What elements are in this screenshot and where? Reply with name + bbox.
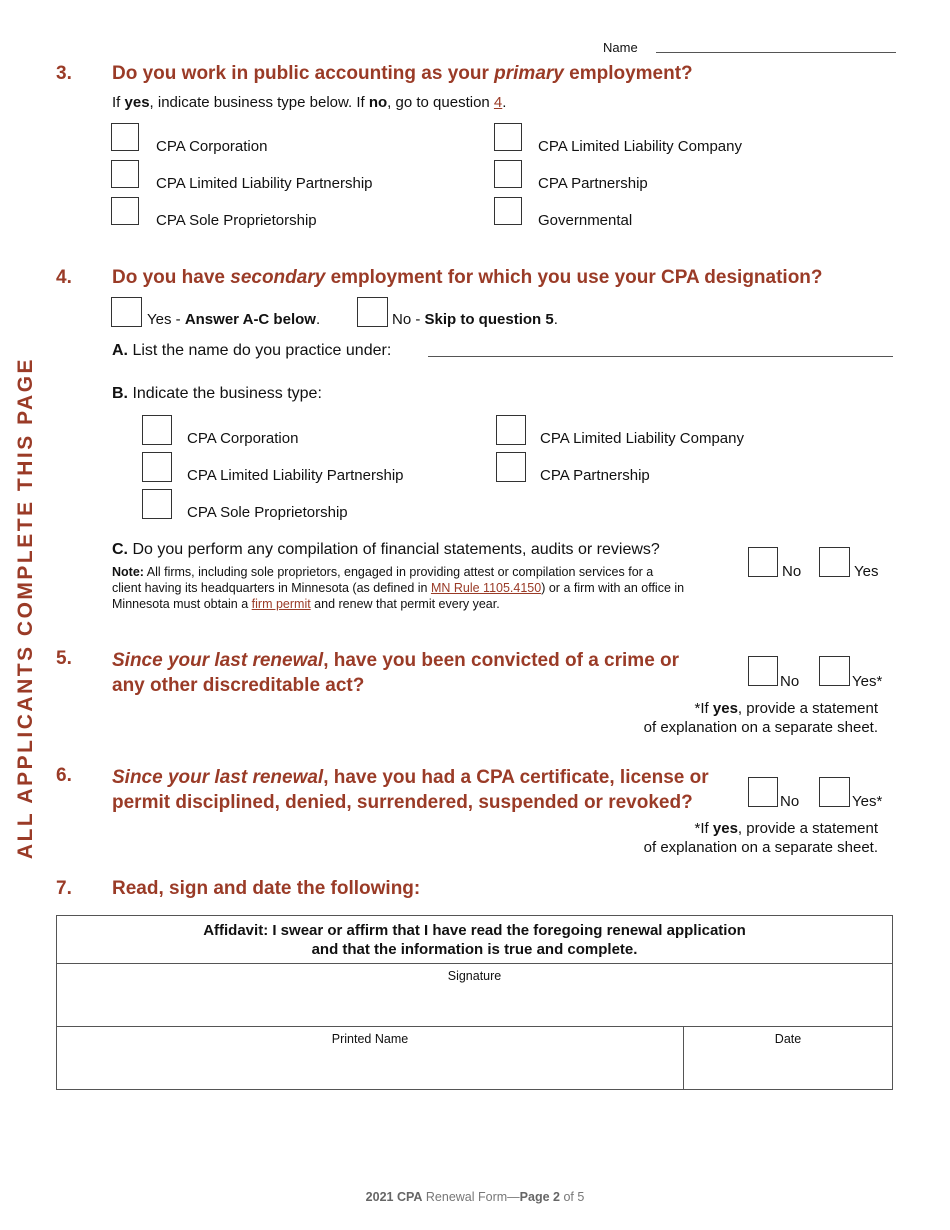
q4b-cpa-corporation-checkbox[interactable] xyxy=(142,415,172,445)
affidavit-table xyxy=(56,915,893,1090)
q4c-note: Note: All firms, including sole proprietors, engaged in providing attest or compilation services for a client having its headquarters in Minnesota (as defined in MN Rule 1105.4150) or a firm with an office in Minnesota must obtain a firm permit and renew that permit every year. xyxy=(112,565,685,611)
signature-field[interactable] xyxy=(57,964,892,1027)
printed-name-field[interactable] xyxy=(57,1027,684,1089)
sidebar-vertical-banner xyxy=(8,345,44,870)
q3-governmental-checkbox[interactable] xyxy=(494,197,522,225)
q6-no-label: No xyxy=(780,793,800,810)
q3-cpa-corporation-checkbox[interactable] xyxy=(111,123,139,151)
q4b-option-label: CPA Sole Proprietorship xyxy=(187,504,348,521)
q4c-yes-label: Yes xyxy=(854,563,879,580)
q5-yes-label: Yes* xyxy=(852,673,883,690)
q5-number: 5. xyxy=(56,648,72,669)
q4c-no-label: No xyxy=(782,563,802,580)
q4b-option-label: CPA Corporation xyxy=(187,430,299,447)
mn-rule-link[interactable]: MN Rule 1105.4150 xyxy=(430,581,542,595)
q4-yes-checkbox[interactable] xyxy=(111,297,142,327)
firm-permit-link[interactable]: firm permit xyxy=(251,597,311,611)
q6-yes-checkbox[interactable] xyxy=(819,777,850,807)
signature-label: Signature xyxy=(447,969,502,983)
sidebar-text: ALL APPLICANTS COMPLETE THIS PAGE xyxy=(14,356,38,859)
q6-explanation-note: *If yes, provide a statement of explanation on a separate sheet. xyxy=(643,820,878,856)
q4-number: 4. xyxy=(56,267,72,288)
q6-yes-label: Yes* xyxy=(852,793,883,810)
q6-number: 6. xyxy=(56,765,72,786)
name-label: Name xyxy=(603,40,638,55)
q3-option-label: CPA Corporation xyxy=(156,138,268,155)
affidavit-statement: Affidavit: I swear or affirm that I have read the foregoing renewal application and that the information is true and complete. xyxy=(57,916,892,964)
q5-title: Since your last renewal, have you been convicted of a crime or any other discreditable act? xyxy=(112,650,680,696)
q5-no-label: No xyxy=(780,673,800,690)
date-field[interactable] xyxy=(684,1027,892,1089)
q4a-practice-name-field[interactable] xyxy=(428,356,893,357)
q3-cpa-llc-checkbox[interactable] xyxy=(494,123,522,151)
q3-option-label: CPA Limited Liability Partnership xyxy=(156,175,373,192)
q3-cpa-partnership-checkbox[interactable] xyxy=(494,160,522,188)
q4a-label: A. List the name do you practice under: xyxy=(112,342,392,359)
q3-option-label: CPA Partnership xyxy=(538,175,648,192)
name-field[interactable] xyxy=(656,52,896,53)
q4b-cpa-partnership-checkbox[interactable] xyxy=(496,452,526,482)
q4c-yes-checkbox[interactable] xyxy=(819,547,850,577)
q5-yes-checkbox[interactable] xyxy=(819,656,850,686)
q5-no-checkbox[interactable] xyxy=(748,656,778,686)
q3-number: 3. xyxy=(56,63,72,84)
q4-no-checkbox[interactable] xyxy=(357,297,388,327)
q3-cpa-sole-proprietorship-checkbox[interactable] xyxy=(111,197,139,225)
q4b-option-label: CPA Limited Liability Partnership xyxy=(187,467,404,484)
q4c-label: C. Do you perform any compilation of financial statements, audits or reviews? xyxy=(112,541,660,558)
q4b-cpa-sole-proprietorship-checkbox[interactable] xyxy=(142,489,172,519)
q4-no-label: No - Skip to question 5. xyxy=(392,311,558,328)
q5-explanation-note: *If yes, provide a statement of explanation on a separate sheet. xyxy=(643,700,878,736)
q4b-option-label: CPA Limited Liability Company xyxy=(540,430,744,447)
page-footer: 2021 CPA Renewal Form—Page 2 of 5 xyxy=(365,1190,585,1204)
q3-option-label: Governmental xyxy=(538,212,633,229)
q4c-no-checkbox[interactable] xyxy=(748,547,778,577)
q7-number: 7. xyxy=(56,878,72,899)
q6-no-checkbox[interactable] xyxy=(748,777,778,807)
question-4-link[interactable]: 4 xyxy=(493,94,503,111)
q6-title: Since your last renewal, have you had a CPA certificate, license or permit disciplined, denied, surrendered, suspended or revoked? xyxy=(112,767,709,813)
q3-option-label: CPA Limited Liability Company xyxy=(538,138,742,155)
q4-title: Do you have secondary employment for which you use your CPA designation? xyxy=(112,267,823,288)
q4b-cpa-llc-checkbox[interactable] xyxy=(496,415,526,445)
q3-title: Do you work in public accounting as your primary employment? xyxy=(112,63,693,84)
q4-yes-label: Yes - Answer A-C below. xyxy=(147,311,321,328)
date-label: Date xyxy=(774,1032,802,1046)
q7-title: Read, sign and date the following: xyxy=(112,878,421,899)
q3-instructions: If yes, indicate business type below. If no, go to question 4. xyxy=(112,94,507,111)
q4b-cpa-llp-checkbox[interactable] xyxy=(142,452,172,482)
q4b-option-label: CPA Partnership xyxy=(540,467,650,484)
printed-name-label: Printed Name xyxy=(331,1032,409,1046)
q4b-label: B. Indicate the business type: xyxy=(112,385,322,402)
q3-cpa-llp-checkbox[interactable] xyxy=(111,160,139,188)
q3-option-label: CPA Sole Proprietorship xyxy=(156,212,317,229)
